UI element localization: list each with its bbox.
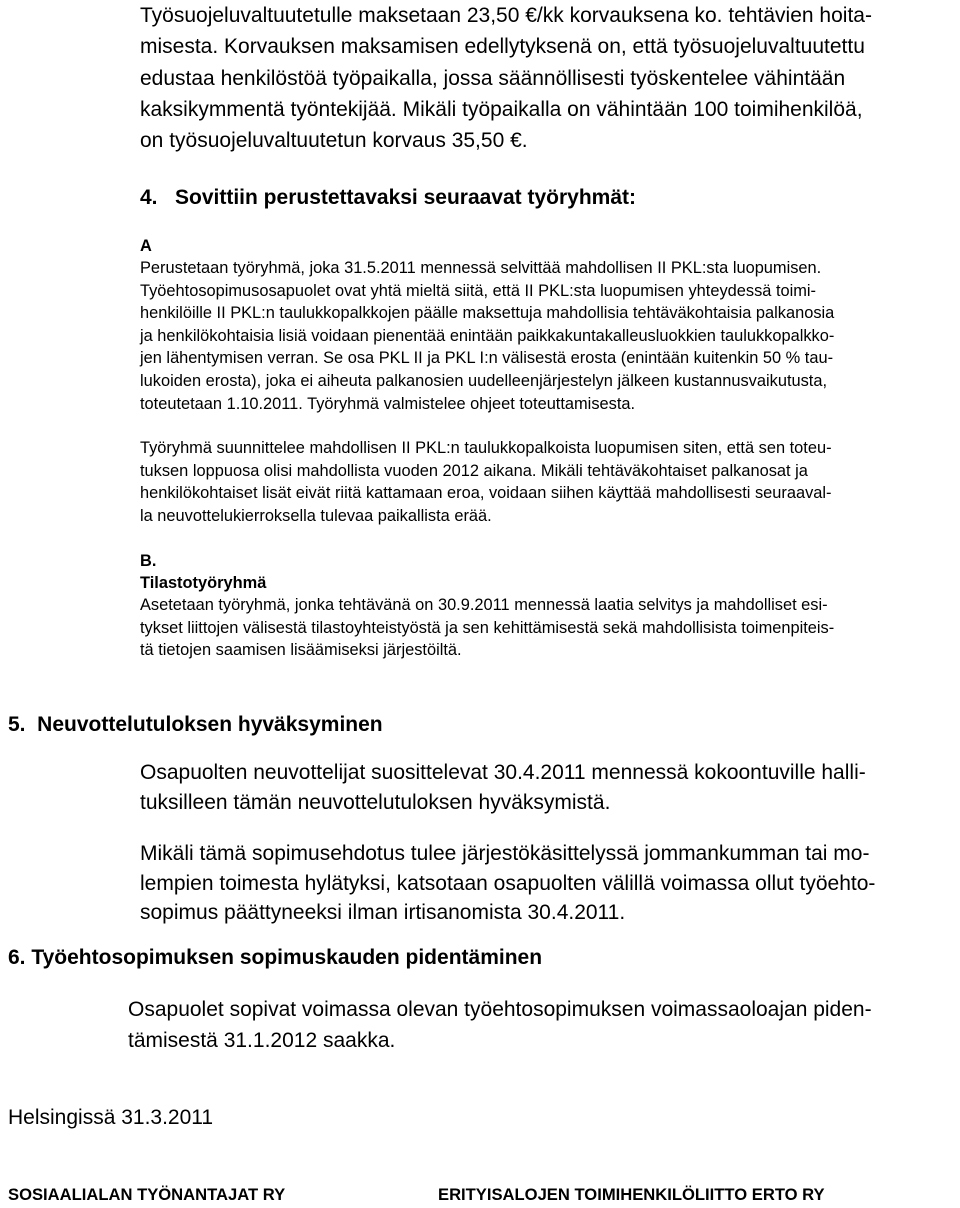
- signatory-union: ERITYISALOJEN TOIMIHENKILÖLIITTO ERTO RY: [438, 1185, 825, 1204]
- paragraph-line: ja henkilökohtaisia lisiä voidaan pienentää enintään paikkakuntakalleusluokkien taulukkopalkko-: [140, 326, 835, 345]
- intro-paragraph: [140, 0, 950, 156]
- section-5-paragraph-1: [140, 758, 866, 817]
- paragraph-line: Osapuolten neuvottelijat suosittelevat 30.4.2011 mennessä kokoontuville halli-: [140, 761, 866, 784]
- place-and-date: Helsingissä 31.3.2011: [8, 1106, 214, 1129]
- paragraph-line: Mikäli tämä sopimusehdotus tulee järjestökäsittelyssä jommankumman tai mo-: [140, 842, 870, 865]
- paragraph-line: Työryhmä suunnittelee mahdollisen II PKL:n taulukkopalkoista luopumisen siten, että sen toteu-: [140, 439, 832, 457]
- paragraph-line: lempien toimesta hylätyksi, katsotaan osapuolten välillä voimassa ollut työehto-: [140, 871, 876, 895]
- intro-line: misesta. Korvauksen maksamisen edellytyksenä on, että työsuojeluvaltuutettu: [140, 35, 865, 59]
- paragraph-line: lukoiden erosta), joka ei aiheuta palkanosien uudelleenjärjestelyn jälkeen kustannusvaikutusta,: [140, 371, 828, 390]
- group-b-title: Tilastotyöryhmä: [140, 574, 267, 592]
- intro-line: Työsuojeluvaltuutetulle maksetaan 23,50 €/kk korvauksena ko. tehtävien hoita-: [140, 4, 872, 27]
- section-5-paragraph-2: [140, 839, 875, 928]
- paragraph-line: toteutetaan 1.10.2011. Työryhmä valmistelee ohjeet toteuttamisesta.: [140, 394, 636, 413]
- paragraph-line: tykset liittojen välisestä tilastoyhteistyöstä ja sen kehittämisestä sekä mahdollisista toimenpiteis-: [140, 618, 835, 637]
- paragraph-line: la neuvottelukierroksella tulevaa paikallista erää.: [140, 506, 492, 525]
- group-a-paragraph-2: [140, 437, 832, 527]
- paragraph-line: jen lähentymisen verran. Se osa PKL II ja PKL I:n välisestä erosta (enintään kuitenkin 50 % tau-: [140, 349, 834, 368]
- paragraph-line: tuksen loppuosa olisi mahdollista vuoden 2012 aikana. Mikäli tehtäväkohtaiset palkanosat ja: [140, 461, 808, 480]
- section-6-heading: 6. Työehtosopimuksen sopimuskauden pidentäminen: [8, 946, 543, 969]
- group-a-letter: A: [140, 237, 152, 255]
- paragraph-line: tämisestä 31.1.2012 saakka.: [128, 1029, 396, 1052]
- signatory-employer: SOSIAALIALAN TYÖNANTAJAT RY: [8, 1185, 286, 1204]
- paragraph-line: tä tietojen saamisen lisäämiseksi järjestöiltä.: [140, 641, 462, 660]
- paragraph-line: tuksilleen tämän neuvottelutuloksen hyväksymistä.: [140, 790, 611, 814]
- section-6-paragraph: [128, 994, 872, 1056]
- group-a-paragraph-1: [140, 257, 834, 415]
- intro-line: kaksikymmentä työntekijää. Mikäli työpaikalla on vähintään 100 toimihenkilöä,: [140, 97, 863, 121]
- paragraph-line: sopimus päättyneeksi ilman irtisanomista 30.4.2011.: [140, 901, 626, 925]
- paragraph-line: Osapuolet sopivat voimassa olevan työehtosopimuksen voimassaoloajan piden-: [128, 998, 872, 1021]
- paragraph-line: henkilöille II PKL:n taulukkopalkkojen päälle maksettuja mahdollisia tehtäväkohtaisia palkanosia: [140, 304, 835, 323]
- section-4-heading: 4. Sovittiin perustettavaksi seuraavat työryhmät:: [140, 186, 637, 209]
- paragraph-line: Asetetaan työryhmä, jonka tehtävänä on 30.9.2011 mennessä laatia selvitys ja mahdolliset esi-: [140, 596, 828, 614]
- group-b-paragraph: [140, 594, 834, 662]
- section-5-heading: 5. Neuvottelutuloksen hyväksyminen: [8, 713, 383, 736]
- paragraph-line: Työehtosopimusosapuolet ovat yhtä mieltä siitä, että II PKL:sta luopumisen yhteydessä toimi-: [140, 281, 817, 300]
- intro-line: on työsuojeluvaltuutetun korvaus 35,50 €.: [140, 129, 528, 153]
- group-b-letter: B.: [140, 552, 157, 570]
- paragraph-line: Perustetaan työryhmä, joka 31.5.2011 mennessä selvittää mahdollisen II PKL:sta luopumisen.: [140, 259, 822, 277]
- paragraph-line: henkilökohtaiset lisät eivät riitä kattamaan eroa, voidaan siihen käyttää mahdollisesti seuraaval-: [140, 484, 832, 503]
- intro-line: edustaa henkilöstöä työpaikalla, jossa säännöllisesti työskentelee vähintään: [140, 66, 846, 90]
